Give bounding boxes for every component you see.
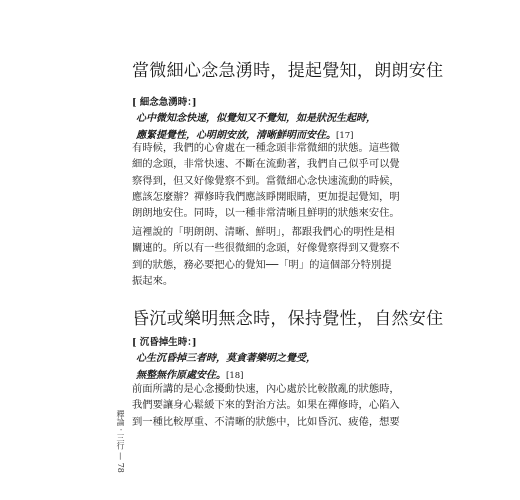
paragraph-2 — [132, 224, 400, 289]
verse-1-line-2-text: 應緊提覺性，心明朗安放，清晰鮮明而安住。 — [136, 130, 336, 141]
paragraph-3 — [132, 381, 400, 430]
paragraph-3-line: 我們要讓身心鬆緩下來的對治方法。如果在禪修時，心陷入 — [132, 399, 400, 412]
paragraph-1-line: 朗朗地安住。同時，以一種非常清晰且鮮明的狀態來安住。 — [132, 207, 400, 220]
running-footer-page-number: 釋論 · 三行 — 78 — [116, 410, 125, 473]
paragraph-1 — [132, 140, 400, 221]
verse-label-1: [ 細念急湧時：] — [132, 97, 197, 108]
paragraph-2-line: 關連的。所以有一些很微細的念頭，好像覺察得到又覺察不 — [132, 242, 400, 255]
paragraph-2-line: 振起來。 — [132, 274, 174, 287]
paragraph-3-line: 前面所講的是心念擾動快速，內心處於比較散亂的狀態時， — [132, 383, 400, 395]
paragraph-2-line: 這裡說的「明朗朗、清晰、鮮明」，都跟我們心的明性是相 — [132, 226, 395, 238]
section-heading-2: 昏沉或樂明無念時，保持覺性，自然安住 — [132, 309, 444, 329]
paragraph-3-line: 到一種比較厚重、不清晰的狀態中，比如昏沉、疲倦，想要 — [132, 415, 400, 428]
verse-1-reference: [17] — [336, 131, 354, 141]
verse-2-reference: [18] — [226, 371, 244, 381]
paragraph-2-line: 到的狀態，務必要把心的覺知──「明」的這個部分特別提 — [132, 258, 392, 271]
paragraph-1-line: 細的念頭，非常快速、不斷在流動著，我們自己似乎可以覺 — [132, 158, 400, 171]
verse-label-2: [ 沉昏掉生時：] — [132, 337, 197, 348]
verse-1-line-1: 心中微知念快速，似覺知又不覺知，如是狀況生起時， — [136, 113, 376, 124]
paragraph-1-line: 察得到，但又好像覺察不到。當微細心念快速流動的時候， — [132, 174, 400, 187]
verse-2-line-1: 心生沉昏掉三者時，莫貪著樂明之覺受， — [136, 353, 316, 364]
section-heading-1: 當微細心念急湧時，提起覺知，朗朗安住 — [132, 61, 444, 81]
paragraph-1-line: 應該怎麼辦？禪修時我們應該睜開眼睛，更加提起覺知，明 — [132, 190, 400, 203]
paragraph-1-line: 有時候，我們的心會處在一種念頭非常微細的狀態。這些微 — [132, 142, 400, 154]
verse-quote-2 — [136, 350, 316, 385]
verse-2-line-2-text: 無整無作原處安住。 — [136, 370, 226, 381]
